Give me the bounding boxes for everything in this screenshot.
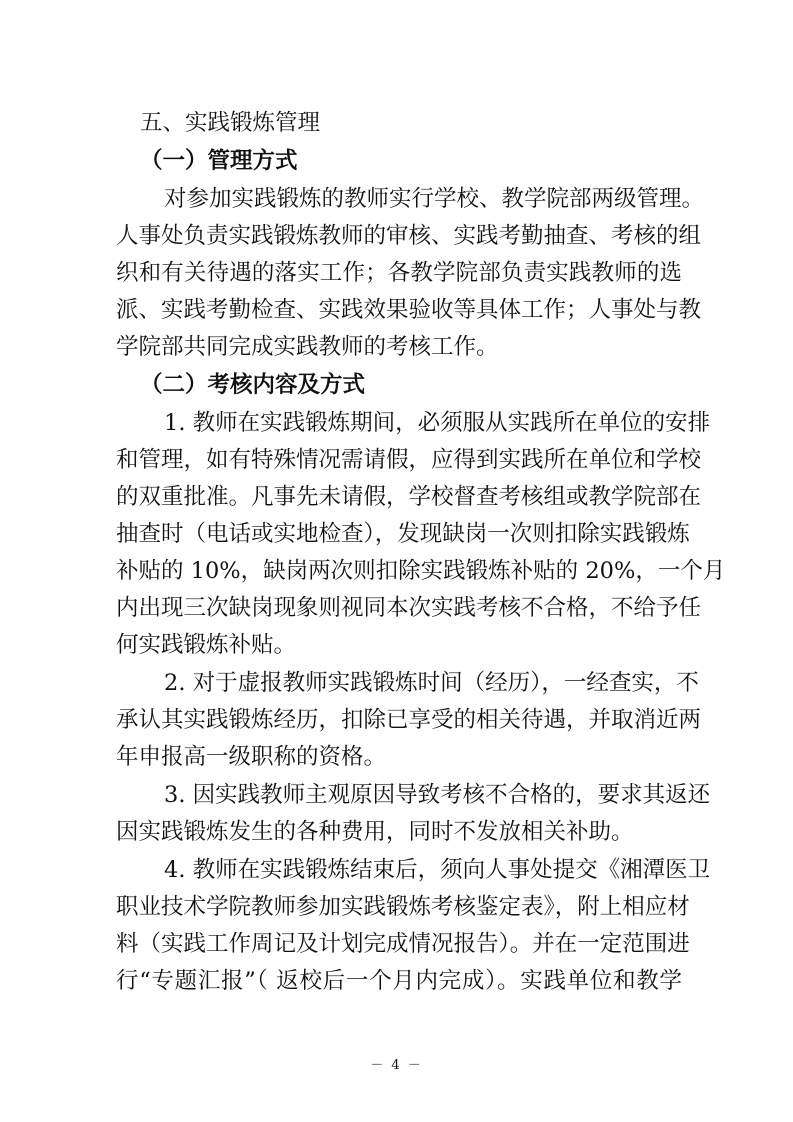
paragraph-line: 对参加实践锻炼的教师实行学校、教学院部两级管理。 [164, 186, 705, 212]
paragraph-line: 何实践锻炼补贴。 [116, 632, 297, 658]
paragraph-line: 年申报高一级职称的资格。 [116, 744, 387, 770]
paragraph-line: 织和有关待遇的落实工作；各教学院部负责实践教师的选 [116, 260, 682, 286]
paragraph-line: 承认其实践锻炼经历，扣除已享受的相关待遇，并取消近两 [116, 707, 702, 733]
paragraph-line: 派、实践考勤检查、实践效果验收等具体工作；人事处与教 [116, 297, 702, 323]
paragraph-line: 补贴的 10%，缺岗两次则扣除实践锻炼补贴的 20%，一个月 [116, 558, 726, 584]
subsection-title-management: （一）管理方式 [140, 148, 298, 174]
paragraph-line: 4. 教师在实践锻炼结束后，须向人事处提交《湘潭医卫 [164, 857, 711, 883]
section-heading: 五、实践锻炼管理 [140, 110, 321, 136]
paragraph-line: 内出现三次缺岗现象则视同本次实践考核不合格，不给予任 [116, 595, 702, 621]
paragraph-line: 因实践锻炼发生的各种费用，同时不发放相关补助。 [116, 819, 634, 845]
subsection-title-assessment: （二）考核内容及方式 [140, 372, 366, 398]
page-number: － 4 － [370, 1058, 423, 1073]
paragraph-line: 抽查时（电话或实地检查），发现缺岗一次则扣除实践锻炼 [116, 521, 690, 547]
paragraph-line: 职业技术学院教师参加实践锻炼考核鉴定表》，附上相应材 [116, 894, 690, 920]
paragraph-line: 和管理，如有特殊情况需请假，应得到实践所在单位和学校 [116, 447, 702, 473]
paragraph-line: 2. 对于虚报教师实践锻炼时间（经历），一经查实，不 [164, 670, 699, 696]
paragraph-line: 的双重批准。凡事先未请假，学校督查考核组或教学院部在 [116, 484, 702, 510]
paragraph-line: 学院部共同完成实践教师的考核工作。 [116, 334, 499, 360]
paragraph-line: 行“专题汇报”（ 返校后一个月内完成）。实践单位和教学 [116, 968, 682, 994]
paragraph-line: 人事处负责实践锻炼教师的审核、实践考勤抽查、考核的组 [116, 223, 702, 249]
paragraph-line: 料（实践工作周记及计划完成情况报告）。并在一定范围进 [116, 931, 690, 957]
paragraph-line: 1. 教师在实践锻炼期间，必须服从实践所在单位的安排 [164, 410, 711, 436]
paragraph-line: 3. 因实践教师主观原因导致考核不合格的，要求其返还 [164, 782, 711, 808]
